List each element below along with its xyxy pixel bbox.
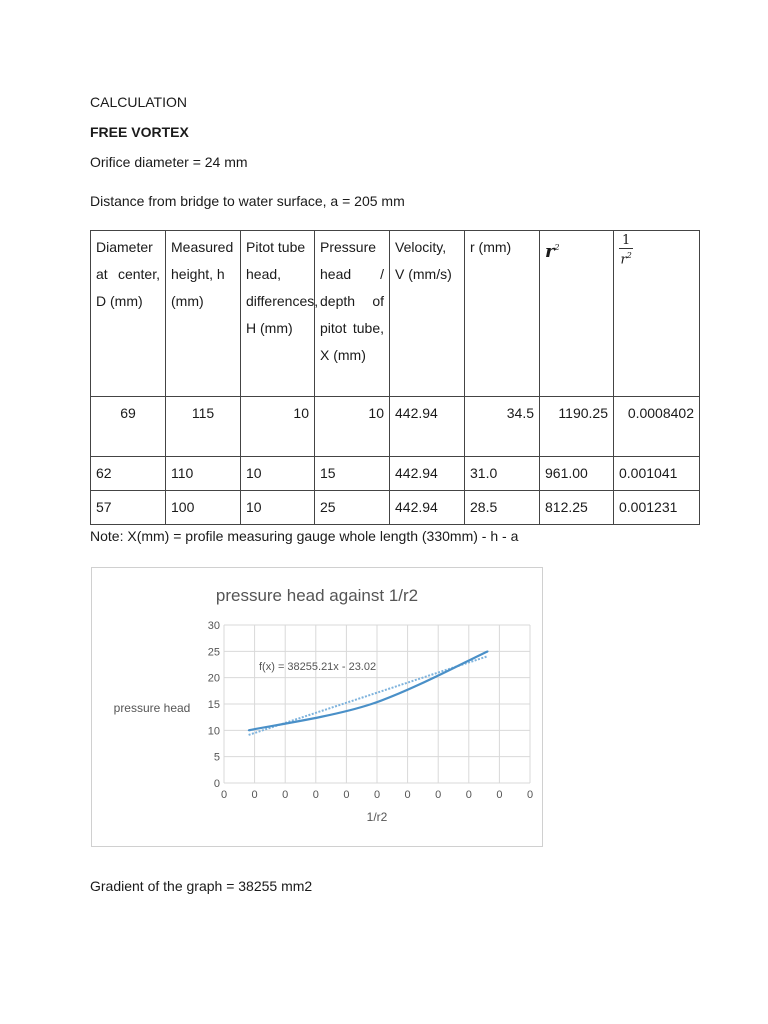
cell-inverse: 0.0008402 xyxy=(614,397,700,457)
cell-diameter: 69 xyxy=(91,397,166,457)
cell-pressure: 25 xyxy=(315,491,390,525)
x-tick-label: 0 xyxy=(404,789,411,801)
x-tick-label: 0 xyxy=(496,789,503,801)
data-point xyxy=(371,703,373,705)
y-tick-label: 20 xyxy=(207,672,220,685)
y-tick-label: 25 xyxy=(207,646,220,659)
free-vortex-heading: FREE VORTEX xyxy=(90,124,189,140)
header-pressure-head: Pressure head / depth of pitot tube, X (mm) xyxy=(315,231,390,397)
cell-r-squared: 1190.25 xyxy=(540,397,614,457)
cell-height: 100 xyxy=(166,491,241,525)
header-inverse-r-squared: $\frac{1}{r^2}$ xyxy=(614,231,700,397)
note-text: Note: X(mm) = profile measuring gauge whole length (330mm) - h - a xyxy=(90,528,519,544)
cell-diameter: 62 xyxy=(91,457,166,491)
x-tick-label: 0 xyxy=(435,789,442,801)
cell-pressure: 15 xyxy=(315,457,390,491)
table-row xyxy=(91,397,700,457)
cell-r-squared: 961.00 xyxy=(540,457,614,491)
x-tick-label: 0 xyxy=(526,789,534,801)
x-tick-label: 0 xyxy=(220,789,228,801)
cell-inverse: 0.001041 xyxy=(614,457,700,491)
table-row xyxy=(91,491,700,525)
header-pitot-head: Pitot tube head, differences, H (mm) xyxy=(241,231,315,397)
cell-height: 115 xyxy=(166,397,241,457)
cell-r: 34.5 xyxy=(465,397,540,457)
header-velocity: Velocity, V (mm/s) xyxy=(390,231,465,397)
x-tick-label: 0 xyxy=(251,789,258,801)
trendline-equation: f(x) = 38255.21x - 23.02 xyxy=(259,661,377,673)
x-axis-label: 1/r2 xyxy=(366,810,388,824)
cell-inverse: 0.001231 xyxy=(614,491,700,525)
chart-svg xyxy=(92,568,542,846)
x-tick-label: 0 xyxy=(465,789,472,801)
bridge-distance-text: Distance from bridge to water surface, a = 205 mm xyxy=(90,193,405,209)
y-tick-label: 0 xyxy=(213,778,220,790)
chart-title: pressure head against 1/r2 xyxy=(215,586,419,605)
table-header-row xyxy=(91,231,700,397)
x-tick-label: 0 xyxy=(373,789,381,801)
header-r: r (mm) xyxy=(465,231,540,397)
cell-diameter: 57 xyxy=(91,491,166,525)
cell-r-squared: 812.25 xyxy=(540,491,614,525)
data-point xyxy=(248,730,250,732)
cell-pressure: 10 xyxy=(315,397,390,457)
header-diameter: Diameter at center, D (mm) xyxy=(91,231,166,397)
gradient-text: Gradient of the graph = 38255 mm2 xyxy=(90,878,313,894)
results-table xyxy=(90,230,700,525)
header-r-squared: $r^2$ xyxy=(540,231,614,397)
y-tick-label: 15 xyxy=(207,699,220,711)
cell-pitot: 10 xyxy=(241,397,315,457)
y-tick-label: 30 xyxy=(207,620,220,632)
cell-velocity: 442.94 xyxy=(390,491,465,525)
x-tick-label: 0 xyxy=(343,789,350,801)
cell-r: 31.0 xyxy=(465,457,540,491)
header-measured-height: Measured height, h (mm) xyxy=(166,231,241,397)
data-point xyxy=(487,651,489,653)
frac-numerator: 1 xyxy=(619,234,633,249)
calculation-heading: CALCULATION xyxy=(90,94,187,110)
y-tick-label: 10 xyxy=(207,725,220,738)
cell-r: 28.5 xyxy=(465,491,540,525)
x-tick-label: 0 xyxy=(312,789,319,801)
cell-pitot: 10 xyxy=(241,491,315,525)
cell-velocity: 442.94 xyxy=(390,397,465,457)
y-tick-label: 5 xyxy=(213,751,220,764)
orifice-diameter-text: Orifice diameter = 24 mm xyxy=(90,154,248,170)
cell-height: 110 xyxy=(166,457,241,491)
x-tick-label: 0 xyxy=(282,789,289,801)
pressure-head-chart xyxy=(91,567,543,847)
y-axis-label: pressure head xyxy=(113,701,191,715)
cell-pitot: 10 xyxy=(241,457,315,491)
cell-velocity: 442.94 xyxy=(390,457,465,491)
table-row xyxy=(91,457,700,491)
